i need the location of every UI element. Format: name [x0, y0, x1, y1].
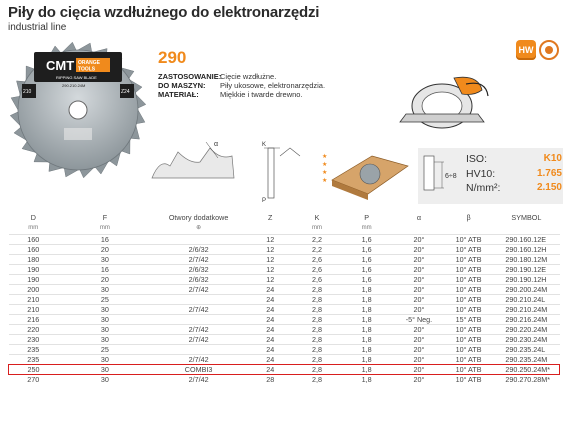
- table-cell: 10° ATB: [444, 254, 494, 264]
- table-cell: 160: [9, 234, 59, 244]
- column-header: α: [416, 212, 422, 222]
- page-title: Piły do cięcia wzdłużnego do elektronarzędzi: [8, 4, 320, 21]
- table-cell: 10° ATB: [444, 284, 494, 294]
- table-cell: 20°: [394, 374, 444, 384]
- column-unit: [493, 222, 559, 234]
- table-cell: 290.160.12E: [493, 234, 559, 244]
- table-cell: 20: [58, 274, 152, 284]
- table-cell: 2,8: [295, 354, 339, 364]
- product-code: 290: [158, 48, 187, 67]
- table-row: [9, 274, 560, 284]
- table-cell: 1,8: [339, 284, 394, 294]
- table-row: [9, 294, 560, 304]
- steel-property-row: [466, 167, 562, 182]
- steel-property-value: K10: [543, 153, 562, 164]
- table-cell: 25: [58, 344, 152, 354]
- table-cell: 210: [9, 304, 59, 314]
- table-cell: 2/7/42: [152, 334, 246, 344]
- table-cell: 1,6: [339, 264, 394, 274]
- table-cell: 2,2: [295, 234, 339, 244]
- table-cell: 235: [9, 354, 59, 364]
- table-cell: [152, 314, 246, 324]
- table-cell: 10° ATB: [444, 374, 494, 384]
- blade-tagline1: ORANGE: [78, 60, 100, 66]
- table-cell: 12: [245, 264, 295, 274]
- table-cell: 190: [9, 264, 59, 274]
- table-cell: 30: [58, 254, 152, 264]
- table-row: [9, 264, 560, 274]
- table-cell: 20°: [394, 354, 444, 364]
- steel-property-key: N/mm²:: [466, 182, 501, 194]
- table-cell: 2/6/32: [152, 264, 246, 274]
- hw-badge: HW: [516, 40, 536, 60]
- p-label: P: [262, 198, 267, 204]
- table-cell: 1,8: [339, 344, 394, 354]
- table-cell: 20°: [394, 284, 444, 294]
- table-cell: 2,2: [295, 244, 339, 254]
- blade-size-left: 210: [23, 89, 32, 95]
- rating-stars-icon: ★: [322, 153, 328, 160]
- table-cell: 230: [9, 334, 59, 344]
- table-cell: 2/6/32: [152, 274, 246, 284]
- table-cell: 160: [9, 244, 59, 254]
- table-cell: 20°: [394, 294, 444, 304]
- table-cell: 2,8: [295, 314, 339, 324]
- table-cell: 290.230.24M: [493, 334, 559, 344]
- table-cell: 20°: [394, 234, 444, 244]
- table-cell: 1,8: [339, 334, 394, 344]
- table-cell: 24: [245, 314, 295, 324]
- table-cell: 290.160.12H: [493, 244, 559, 254]
- table-cell: 10° ATB: [444, 234, 494, 244]
- table-cell: 30: [58, 324, 152, 334]
- table-cell: 190: [9, 274, 59, 284]
- table-cell: 290.216.24M: [493, 314, 559, 324]
- table-cell: 12: [245, 244, 295, 254]
- holes-icon: ⊕: [196, 225, 202, 232]
- table-cell: 10° ATB: [444, 354, 494, 364]
- table-row: [9, 314, 560, 324]
- steel-property-row: [466, 181, 562, 196]
- column-header: P: [364, 212, 370, 222]
- steel-property-row: [466, 152, 562, 167]
- steel-badge-icon: [539, 40, 559, 60]
- table-row: [9, 334, 560, 344]
- blade-code: 290.210.24M: [62, 83, 86, 88]
- column-unit: mm: [361, 224, 372, 231]
- table-row: [9, 304, 560, 314]
- blade-type: RIPPING SAW BLADE: [56, 75, 97, 80]
- table-cell: 2/7/42: [152, 254, 246, 264]
- table-cell: 30: [58, 284, 152, 294]
- table-cell: 30: [58, 314, 152, 324]
- table-cell: 290.250.24M*: [493, 364, 559, 374]
- table-cell: 12: [245, 274, 295, 284]
- table-cell: 2/7/42: [152, 304, 246, 314]
- column-unit: [394, 222, 444, 234]
- table-cell: 1,6: [339, 244, 394, 254]
- table-cell: 2/7/42: [152, 284, 246, 294]
- table-cell: COMBI3: [152, 364, 246, 374]
- table-cell: 25: [58, 294, 152, 304]
- table-cell: 24: [245, 344, 295, 354]
- table-cell: 15° ATB: [444, 314, 494, 324]
- table-cell: 1,8: [339, 374, 394, 384]
- blade-tagline2: TOOLS: [78, 66, 96, 73]
- column-unit: mm: [28, 224, 39, 231]
- spec-value: Piły ukosowe, elektronarzędzia.: [220, 81, 326, 90]
- table-cell: 20°: [394, 324, 444, 334]
- table-cell: 16: [58, 264, 152, 274]
- spec-row: [158, 81, 325, 90]
- table-cell: [152, 344, 246, 354]
- table-cell: 10° ATB: [444, 324, 494, 334]
- spec-label: ZASTOSOWANIE:: [158, 72, 222, 81]
- table-cell: 1,6: [339, 234, 394, 244]
- circular-saw-image: [396, 70, 491, 132]
- table-cell: 20°: [394, 334, 444, 344]
- table-cell: 2,8: [295, 344, 339, 354]
- table-row: [9, 244, 560, 254]
- table-cell: 290.200.24M: [493, 284, 559, 294]
- table-cell: 20: [58, 244, 152, 254]
- spec-value: Cięcie wzdłużne.: [220, 72, 277, 81]
- table-cell: 2,8: [295, 284, 339, 294]
- table-cell: 210: [9, 294, 59, 304]
- rating-star-icon: ★: [322, 177, 328, 184]
- spec-value: Miękkie i twarde drewno.: [220, 90, 303, 99]
- spec-label: DO MASZYN:: [158, 81, 206, 90]
- table-cell: 20°: [394, 364, 444, 374]
- column-header: K: [314, 212, 320, 222]
- table-cell: 270: [9, 374, 59, 384]
- table-cell: 220: [9, 324, 59, 334]
- rating-star-icon: ★: [322, 169, 328, 176]
- table-cell: 1,6: [339, 254, 394, 264]
- table-cell: 1,6: [339, 274, 394, 284]
- table-cell: 30: [58, 354, 152, 364]
- table-row: [9, 324, 560, 334]
- table-cell: 20°: [394, 344, 444, 354]
- table-cell: 2/7/42: [152, 324, 246, 334]
- column-header: D: [30, 212, 36, 222]
- table-cell: 24: [245, 324, 295, 334]
- table-cell: 1,8: [339, 304, 394, 314]
- badge-group: [516, 40, 559, 60]
- table-cell: 290.210.24L: [493, 294, 559, 304]
- steel-property-key: ISO:: [466, 153, 488, 165]
- table-cell: 30: [58, 374, 152, 384]
- table-cell: 2/7/42: [152, 354, 246, 364]
- table-cell: 20°: [394, 254, 444, 264]
- steel-property-value: 2.150: [536, 182, 562, 193]
- table-cell: 1,8: [339, 294, 394, 304]
- table-cell: 1,8: [339, 364, 394, 374]
- table-cell: 2,8: [295, 364, 339, 374]
- column-header: Z: [268, 212, 273, 222]
- table-cell: 290.220.24M: [493, 324, 559, 334]
- table-row: [9, 364, 560, 374]
- table-cell: 30: [58, 304, 152, 314]
- steel-property-key: HV10:: [466, 167, 496, 180]
- table-cell: 24: [245, 284, 295, 294]
- table-cell: 2,6: [295, 274, 339, 284]
- table-cell: 2,8: [295, 294, 339, 304]
- table-cell: 10° ATB: [444, 304, 494, 314]
- steel-property-value: 1.765: [536, 167, 562, 179]
- table-row: [9, 254, 560, 264]
- table-cell: [152, 234, 246, 244]
- table-cell: 24: [245, 354, 295, 364]
- table-cell: 1,8: [339, 354, 394, 364]
- table-cell: 10° ATB: [444, 274, 494, 284]
- column-unit: mm: [99, 224, 110, 231]
- column-unit: [444, 222, 494, 234]
- table-cell: 290.180.12M: [493, 254, 559, 264]
- table-cell: 200: [9, 284, 59, 294]
- table-cell: 2,8: [295, 304, 339, 314]
- table-row: [9, 374, 560, 384]
- table-cell: 16: [58, 234, 152, 244]
- table-row: [9, 354, 560, 364]
- table-cell: 20°: [394, 244, 444, 254]
- table-cell: 24: [245, 364, 295, 374]
- spec-row: [158, 72, 276, 81]
- table-cell: 290.210.24M: [493, 304, 559, 314]
- table-row: [9, 344, 560, 354]
- table-cell: 290.235.24M: [493, 354, 559, 364]
- table-cell: 20°: [394, 274, 444, 284]
- page-subtitle: industrial line: [8, 22, 67, 33]
- table-cell: 2,6: [295, 254, 339, 264]
- table-row: [9, 234, 560, 244]
- table-cell: 250: [9, 364, 59, 374]
- angle-label: 6÷8: [445, 173, 457, 180]
- tooth-geometry-diagrams: [150, 138, 410, 208]
- table-cell: 10° ATB: [444, 294, 494, 304]
- column-header: Otwory dodatkowe: [168, 212, 229, 222]
- table-cell: 235: [9, 344, 59, 354]
- table-cell: 290.235.24L: [493, 344, 559, 354]
- table-cell: 24: [245, 304, 295, 314]
- table-cell: 2/7/42: [152, 374, 246, 384]
- steel-properties: [466, 152, 562, 196]
- k-label: K: [262, 142, 267, 148]
- column-header: SYMBOL: [511, 212, 542, 222]
- product-table: [8, 208, 560, 384]
- column-unit: mm: [312, 224, 323, 231]
- table-cell: 1,8: [339, 324, 394, 334]
- spec-row: [158, 90, 303, 99]
- table-cell: 2,8: [295, 374, 339, 384]
- table-cell: 290.190.12E: [493, 264, 559, 274]
- table-cell: 180: [9, 254, 59, 264]
- table-cell: [152, 294, 246, 304]
- table-cell: 12: [245, 234, 295, 244]
- table-cell: 216: [9, 314, 59, 324]
- table-cell: 10° ATB: [444, 244, 494, 254]
- column-unit: [245, 222, 295, 234]
- table-cell: 30: [58, 334, 152, 344]
- table-cell: -5° Neg.: [394, 314, 444, 324]
- table-cell: 1,8: [339, 314, 394, 324]
- table-cell: 28: [245, 374, 295, 384]
- saw-blade-image: [8, 40, 148, 180]
- table-cell: 10° ATB: [444, 334, 494, 344]
- column-header: F: [102, 212, 108, 222]
- blade-size-right: Z24: [121, 89, 130, 95]
- spec-label: MATERIAŁ:: [158, 90, 199, 99]
- table-cell: 290.190.12H: [493, 274, 559, 284]
- table-cell: 10° ATB: [444, 264, 494, 274]
- table-cell: 10° ATB: [444, 364, 494, 374]
- table-cell: 2,8: [295, 324, 339, 334]
- table-cell: 24: [245, 334, 295, 344]
- table-row: [9, 284, 560, 294]
- column-header: β: [466, 212, 471, 222]
- table-cell: 290.270.28M*: [493, 374, 559, 384]
- table-cell: 20°: [394, 264, 444, 274]
- table-cell: 30: [58, 364, 152, 374]
- table-cell: 2,8: [295, 334, 339, 344]
- table-cell: 2,6: [295, 264, 339, 274]
- blade-brand: CMT: [46, 58, 75, 73]
- table-cell: 2/6/32: [152, 244, 246, 254]
- rating-star-icon: ★: [322, 161, 328, 168]
- table-cell: 24: [245, 294, 295, 304]
- alpha-label: α: [214, 141, 219, 148]
- table-cell: 12: [245, 254, 295, 264]
- table-cell: 20°: [394, 304, 444, 314]
- table-cell: 10° ATB: [444, 344, 494, 354]
